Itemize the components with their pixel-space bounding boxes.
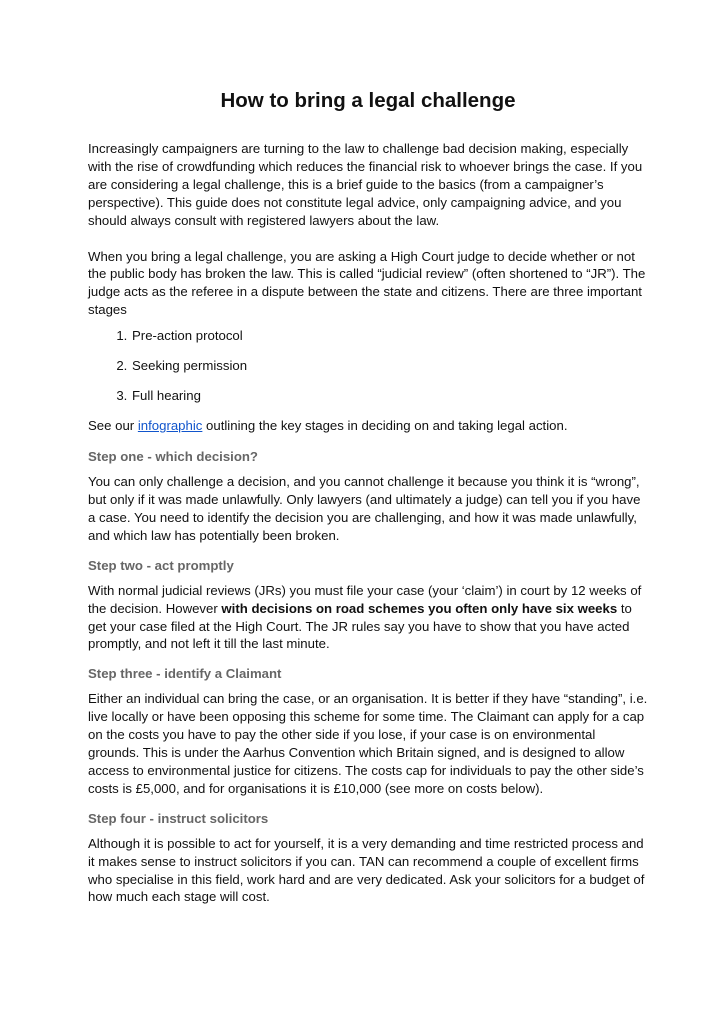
list-item: 1. Pre-action protocol [131, 327, 648, 345]
step-two-bold-text: with decisions on road schemes you often only have six weeks [221, 600, 618, 616]
step-four-body: Although it is possible to act for yourself, it is a very demanding and time restricted process and it makes sense to instruct solicitors if you can. TAN can recommend a couple of excellent firms who specialise in this field, work hard and are very dedicated. Ask your solicitors for a budget of how much each stage will cost. [88, 835, 645, 905]
step-one-heading: Step one - which decision? [88, 449, 258, 465]
step-four-heading: Step four - instruct solicitors [88, 810, 269, 826]
page-title: How to bring a legal challenge [220, 89, 516, 112]
infographic-paragraph [88, 417, 648, 435]
step-three-heading: Step three - identify a Claimant [88, 666, 282, 682]
step-two-heading: Step two - act promptly [88, 557, 234, 573]
stages-list [88, 327, 648, 405]
step-one-body: You can only challenge a decision, and you cannot challenge it because you think it is “wrong”, but only if it was made unlawfully. Only lawyers (and ultimately a judge) can tell you if you have a case. You need to identify the decision you are challenging, and how it was made unlawfully, and which law has potentially been broken. [88, 474, 641, 543]
document-page [88, 88, 648, 918]
infographic-text-after: outlining the key stages in deciding on and taking legal action. [202, 418, 568, 434]
step-two-body [88, 582, 648, 654]
step-two-text-before: With normal judicial reviews (JRs) you must file your case (your ‘claim’) in court by 12 weeks of the decision. However [88, 582, 642, 616]
intro-paragraph-1: Increasingly campaigners are turning to the law to challenge bad decision making, especially with the rise of crowdfunding which reduces the financial risk to whoever brings the case. If you are considering a legal challenge, this is a brief guide to the basics (from a campaigner’s perspective). This guide does not constitute legal advice, only campaigning advice, and you should always consult with registered lawyers about the law. [88, 141, 643, 228]
intro-paragraph-2: When you bring a legal challenge, you are asking a High Court judge to decide whether or not the public body has broken the law. This is called “judicial review” (often shortened to “JR”). The judge acts as the referee in a dispute between the state and citizens. There are three important stages [88, 248, 646, 318]
infographic-link[interactable]: infographic [137, 418, 203, 434]
list-item: 3. Full hearing [131, 387, 648, 405]
step-two-text-after: to get your case filed at the High Court. The JR rules say you have to show that you have acted promptly, and not left it till the last minute. [88, 600, 632, 652]
list-item: 2. Seeking permission [131, 357, 648, 375]
step-three-body: Either an individual can bring the case, or an organisation. It is better if they have “standing”, i.e. live locally or have been opposing this scheme for some time. The Claimant can apply for a cap on the costs you have to pay the other side if you lose, if your case is on environmental grounds. This is under the Aarhus Convention which Britain signed, and is designed to allow access to environmental justice for citizens. The costs cap for individuals to pay the other side’s costs is £5,000, and for organisations it is £10,000 (see more on costs below). [88, 691, 648, 796]
infographic-text-before: See our [88, 418, 138, 434]
